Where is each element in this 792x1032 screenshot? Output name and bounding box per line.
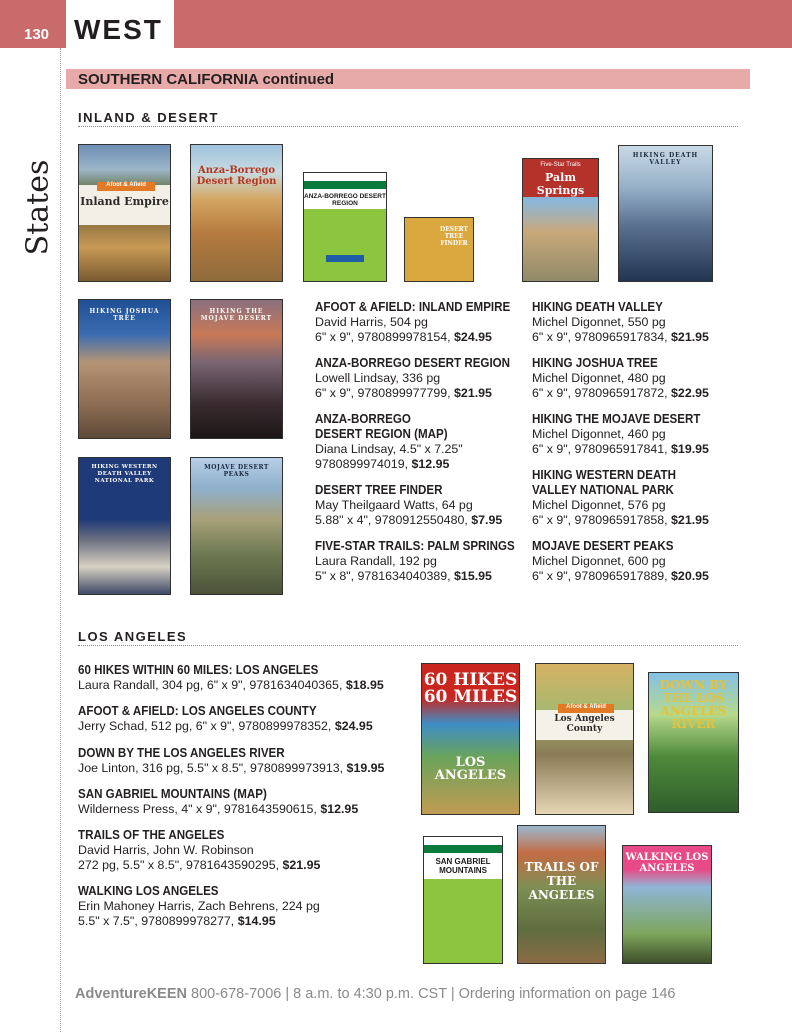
side-rule bbox=[60, 48, 61, 1032]
book-details-line bbox=[78, 802, 358, 817]
book-title[interactable]: ANZA-BORREGO bbox=[315, 412, 411, 426]
cover-title: Anza-Borrego Desert Region bbox=[196, 165, 277, 187]
book-details-line bbox=[78, 914, 320, 929]
book-title[interactable]: 60 HIKES WITHIN 60 MILES: LOS ANGELES bbox=[78, 663, 319, 677]
region-title bbox=[66, 0, 174, 48]
cover-series: Five-Star Trails bbox=[540, 162, 581, 168]
cover-anza-borrego[interactable] bbox=[190, 144, 283, 282]
side-label bbox=[14, 158, 56, 256]
cover-walking-los-angeles[interactable] bbox=[622, 845, 712, 964]
book-entry bbox=[315, 412, 463, 472]
cover-title: ANZA-BORREGO DESERT REGION bbox=[304, 193, 386, 207]
cover-green-panel bbox=[424, 879, 502, 963]
book-price: $19.95 bbox=[671, 442, 709, 456]
book-details-line bbox=[532, 513, 709, 528]
cover-hiking-mojave-desert[interactable] bbox=[190, 299, 283, 439]
cover-header-strip bbox=[424, 845, 502, 853]
book-author: David Harris, John W. Robinson bbox=[78, 843, 254, 857]
book-title-line2[interactable]: DESERT REGION (MAP) bbox=[315, 427, 448, 441]
book-author: Michel Digonnet, 480 pg bbox=[532, 371, 666, 385]
cover-trails-of-the-angeles[interactable] bbox=[517, 825, 606, 964]
book-entry bbox=[315, 300, 527, 345]
book-details: Wilderness Press, 4" x 9", 9781643590615, bbox=[78, 802, 317, 816]
cover-subtitle: LOS ANGELES bbox=[434, 755, 507, 783]
footer-contact: 800-678-7006 | 8 a.m. to 4:30 p.m. CST | Ordering information on page 146 bbox=[187, 986, 676, 1002]
book-details: 6" x 9", 9780965917858, bbox=[532, 513, 668, 527]
book-details-line bbox=[315, 330, 527, 345]
book-author: Lowell Lindsay, 336 pg bbox=[315, 371, 441, 385]
cover-title: HIKING JOSHUA TREE bbox=[89, 308, 160, 322]
book-details: 6" x 9", 9780899977799, bbox=[315, 386, 451, 400]
footer bbox=[75, 986, 675, 1002]
book-price: $21.95 bbox=[671, 513, 709, 527]
inland-divider bbox=[78, 126, 738, 127]
book-author: Michel Digonnet, 460 pg bbox=[532, 427, 666, 441]
book-title[interactable]: MOJAVE DESERT PEAKS bbox=[532, 539, 674, 553]
book-price: $21.95 bbox=[282, 858, 321, 872]
book-title[interactable]: HIKING DEATH VALLEY bbox=[532, 300, 663, 314]
book-details-line bbox=[78, 858, 320, 873]
section-title: SOUTHERN CALIFORNIA continued bbox=[66, 69, 750, 89]
book-title-line2[interactable]: VALLEY NATIONAL PARK bbox=[532, 483, 674, 497]
book-price: $12.95 bbox=[320, 802, 359, 816]
cover-title: Los Angeles County bbox=[554, 714, 615, 734]
cover-title: HIKING THE MOJAVE DESERT bbox=[200, 308, 273, 322]
la-divider bbox=[78, 645, 738, 646]
book-entry bbox=[315, 539, 532, 584]
cover-down-by-la-river[interactable] bbox=[648, 672, 739, 813]
cover-anza-borrego-map[interactable] bbox=[303, 172, 387, 282]
book-details: 5.5" x 7.5", 9780899978277, bbox=[78, 914, 235, 928]
book-title[interactable]: DESERT TREE FINDER bbox=[315, 483, 443, 497]
book-entry bbox=[78, 884, 320, 929]
book-title[interactable]: HIKING THE MOJAVE DESERT bbox=[532, 412, 701, 426]
region-title-text: WEST bbox=[74, 14, 163, 45]
book-price: $21.95 bbox=[671, 330, 709, 344]
book-title[interactable]: DOWN BY THE LOS ANGELES RIVER bbox=[78, 746, 285, 760]
cover-mojave-desert-peaks[interactable] bbox=[190, 457, 283, 595]
book-title[interactable]: HIKING WESTERN DEATH bbox=[532, 468, 676, 482]
book-entry bbox=[78, 704, 373, 734]
book-title[interactable]: AFOOT & AFIELD: INLAND EMPIRE bbox=[315, 300, 511, 314]
book-details: Jerry Schad, 512 pg, 6" x 9", 9780899978352, bbox=[78, 719, 332, 733]
book-details-line bbox=[532, 386, 709, 401]
book-price: $19.95 bbox=[346, 761, 385, 775]
book-title[interactable]: SAN GABRIEL MOUNTAINS (MAP) bbox=[78, 787, 267, 801]
book-entry bbox=[532, 412, 715, 457]
book-details-line bbox=[315, 569, 532, 584]
book-price: $15.95 bbox=[454, 569, 492, 583]
book-author: Erin Mahoney Harris, Zach Behrens, 224 pg bbox=[78, 899, 320, 913]
book-price: $21.95 bbox=[454, 386, 492, 400]
book-title[interactable]: TRAILS OF THE ANGELES bbox=[78, 828, 225, 842]
cover-title: SAN GABRIEL MOUNTAINS bbox=[435, 857, 491, 875]
book-details: 272 pg, 5.5" x 8.5", 9781643590295, bbox=[78, 858, 280, 872]
book-entry bbox=[78, 787, 358, 817]
book-details-line bbox=[315, 386, 527, 401]
cover-title: 60 HIKES 60 MILES bbox=[423, 670, 518, 707]
footer-brand: AdventureKEEN bbox=[75, 986, 187, 1002]
cover-desert-tree-finder[interactable] bbox=[404, 217, 474, 282]
book-author: Michel Digonnet, 576 pg bbox=[532, 498, 666, 512]
book-details: Laura Randall, 304 pg, 6" x 9", 9781634040365, bbox=[78, 678, 343, 692]
book-author: Diana Lindsay, 4.5" x 7.25" bbox=[315, 442, 463, 456]
book-title[interactable]: WALKING LOS ANGELES bbox=[78, 884, 219, 898]
cover-title: MOJAVE DESERT PEAKS bbox=[204, 464, 269, 478]
book-title[interactable]: HIKING JOSHUA TREE bbox=[532, 356, 658, 370]
cover-palm-springs[interactable] bbox=[522, 158, 599, 282]
cover-inland-empire[interactable] bbox=[78, 144, 171, 282]
book-entry bbox=[532, 300, 709, 345]
cover-san-gabriel-mountains-map[interactable] bbox=[423, 836, 503, 964]
book-details: 6" x 9", 9780965917889, bbox=[532, 569, 668, 583]
book-entry bbox=[78, 828, 320, 873]
side-label-text: States bbox=[20, 159, 56, 256]
book-details-line bbox=[532, 569, 709, 584]
book-details-line bbox=[78, 761, 384, 776]
book-details: Joe Linton, 316 pg, 5.5" x 8.5", 9780899973913, bbox=[78, 761, 344, 775]
book-price: $18.95 bbox=[345, 678, 384, 692]
cover-title: TRAILS OF THE ANGELES bbox=[524, 860, 599, 902]
book-entry bbox=[532, 468, 709, 528]
cover-title: HIKING DEATH VALLEY bbox=[632, 152, 699, 166]
book-details-line bbox=[532, 330, 709, 345]
book-details: 5.88" x 4", 9780912550480, bbox=[315, 513, 468, 527]
cover-header-strip bbox=[304, 181, 386, 189]
book-entry bbox=[532, 356, 709, 401]
book-details: 5" x 8", 9781634040389, bbox=[315, 569, 451, 583]
book-price: $14.95 bbox=[237, 914, 276, 928]
book-entry bbox=[532, 539, 709, 584]
cover-afoot-afield-la-county[interactable] bbox=[535, 663, 634, 815]
cover-60-hikes-los-angeles[interactable] bbox=[421, 663, 520, 815]
inland-heading: INLAND & DESERT bbox=[78, 110, 219, 125]
book-details: 6" x 9", 9780965917834, bbox=[532, 330, 668, 344]
book-details: 9780899974019, bbox=[315, 457, 409, 471]
book-author: Michel Digonnet, 550 pg bbox=[532, 315, 666, 329]
book-author: David Harris, 504 pg bbox=[315, 315, 428, 329]
book-entry bbox=[315, 483, 502, 528]
cover-title: DESERT TREE FINDER bbox=[439, 226, 469, 247]
book-author: Michel Digonnet, 600 pg bbox=[532, 554, 666, 568]
cover-title: DOWN BY THE LOS ANGELES RIVER bbox=[659, 678, 728, 731]
cover-title: HIKING WESTERN DEATH VALLEY NATIONAL PARK bbox=[91, 464, 158, 484]
book-details-line bbox=[78, 719, 373, 734]
book-details: 6" x 9", 9780965917872, bbox=[532, 386, 668, 400]
page-number: 130 bbox=[24, 26, 50, 43]
book-author: Laura Randall, 192 pg bbox=[315, 554, 437, 568]
book-price: $22.95 bbox=[671, 386, 709, 400]
book-details-line bbox=[78, 678, 384, 693]
cover-blue-strip bbox=[326, 255, 364, 262]
cover-hiking-death-valley[interactable] bbox=[618, 145, 713, 282]
book-title[interactable]: FIVE-STAR TRAILS: PALM SPRINGS bbox=[315, 539, 515, 553]
book-price: $20.95 bbox=[671, 569, 709, 583]
cover-title: WALKING LOS ANGELES bbox=[625, 852, 709, 874]
book-details: 6" x 9", 9780899978154, bbox=[315, 330, 451, 344]
book-price: $7.95 bbox=[471, 513, 503, 527]
book-details-line bbox=[532, 442, 715, 457]
book-price: $24.95 bbox=[454, 330, 492, 344]
book-author: May Theilgaard Watts, 64 pg bbox=[315, 498, 473, 512]
book-entry bbox=[78, 746, 384, 776]
cover-tag: Afoot & Afield bbox=[97, 182, 155, 191]
cover-tag: Afoot & Afield bbox=[558, 704, 614, 713]
la-heading: LOS ANGELES bbox=[78, 629, 188, 644]
cover-green-panel bbox=[304, 209, 386, 281]
book-title[interactable]: ANZA-BORREGO DESERT REGION bbox=[315, 356, 511, 370]
cover-hiking-western-death-valley[interactable] bbox=[78, 457, 171, 595]
cover-title: Palm Springs bbox=[536, 171, 585, 197]
cover-hiking-joshua-tree[interactable] bbox=[78, 299, 171, 439]
book-price: $12.95 bbox=[411, 457, 450, 471]
book-details-line bbox=[315, 513, 502, 528]
book-entry bbox=[78, 663, 384, 693]
book-title[interactable]: AFOOT & AFIELD: LOS ANGELES COUNTY bbox=[78, 704, 317, 718]
book-price: $24.95 bbox=[334, 719, 373, 733]
cover-title: Inland Empire bbox=[80, 195, 169, 208]
book-details: 6" x 9", 9780965917841, bbox=[532, 442, 668, 456]
book-entry bbox=[315, 356, 527, 401]
book-details-line bbox=[315, 457, 463, 472]
